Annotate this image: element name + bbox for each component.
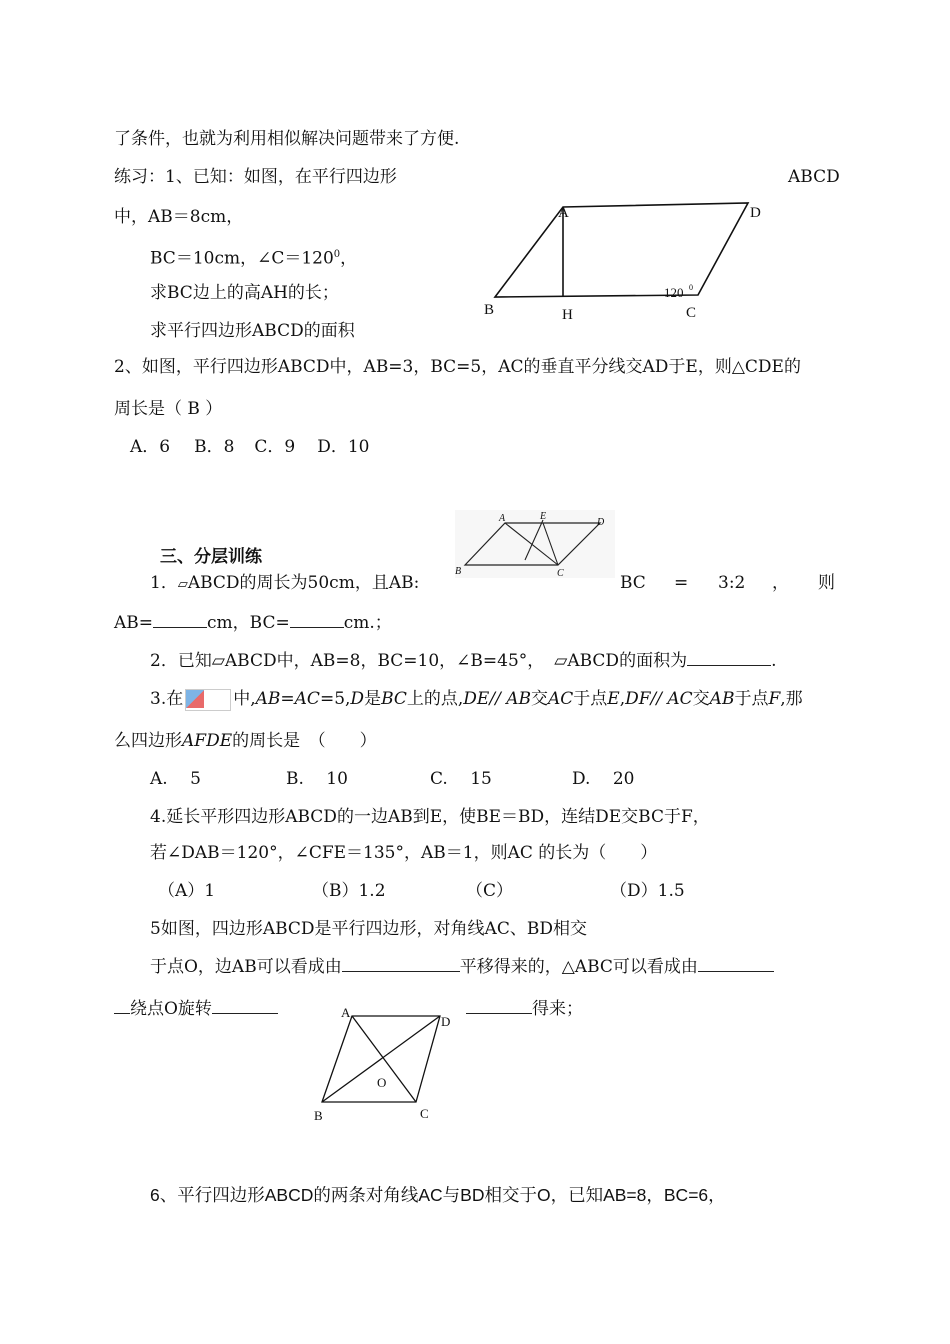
q5-blank-2[interactable]: [698, 957, 774, 972]
ex1-line3: [150, 244, 357, 270]
q3-option-d: D. 20: [572, 769, 635, 789]
q3-t3: =5,: [319, 689, 351, 709]
broken-image-icon: [185, 689, 231, 711]
q2-end: .: [771, 651, 777, 671]
fig1-label-a: A: [558, 205, 569, 221]
q3-t10: AC: [547, 689, 574, 709]
q4-line1: 4.延长平形四边形ABCD的一边AB到E，使BE＝BD，连结DE交BC于F，: [150, 807, 710, 827]
ex2-options: [130, 436, 370, 458]
fig2-label-a: A: [499, 513, 506, 524]
fig1-label-d: D: [750, 205, 761, 221]
ex2-option-b: B．8: [194, 437, 235, 457]
q3-option-c: C. 15: [430, 769, 492, 789]
q1-number: 1．: [150, 573, 178, 593]
ex2-option-c: C．9: [254, 437, 296, 457]
fig2-label-c: C: [557, 568, 564, 579]
q1-ratio: 3:2: [718, 573, 746, 593]
ex1-abcd: ABCD: [788, 167, 840, 187]
q3-line1: [150, 688, 803, 711]
ex1-line2: 中，AB＝8cm，: [114, 207, 244, 227]
q1-ab-blank[interactable]: [153, 613, 207, 628]
q2-area-text: ABCD的面积为: [567, 651, 688, 671]
q3-t8: DE// AB: [463, 689, 531, 709]
q3-option-a: A. 5: [150, 769, 201, 789]
q3-t18: F: [768, 689, 781, 709]
q3-line2: [114, 730, 377, 752]
fig3-label-a: A: [341, 1005, 351, 1020]
fig2-label-d: D: [597, 517, 605, 528]
parallelogram-symbol-icon: ▱: [177, 577, 188, 592]
q3-t14: DF// AC: [625, 689, 693, 709]
fig1-angle-label: 120: [664, 285, 684, 300]
q5-l2-b: 平移得来的，△ABC可以看成由: [459, 957, 698, 977]
q1-text: ABCD的周长为50cm，且AB:: [187, 573, 420, 593]
ex2-line1: 2、如图，平行四边形ABCD中，AB=3，BC=5，AC的垂直平分线交AD于E，则△CDE的: [114, 357, 801, 377]
fig1-label-b: B: [484, 302, 495, 318]
q3-option-b: B. 10: [286, 769, 348, 789]
q1-line2: [114, 612, 392, 634]
q4-option-a: （A）1: [158, 881, 216, 901]
q3-l2-a: 么四边形: [114, 731, 182, 751]
q5-l2-a: 于点O，边AB可以看成由: [150, 957, 342, 977]
parallelogram-symbol-icon-2: ▱: [211, 651, 225, 671]
q4-option-c: （C）: [466, 881, 514, 901]
q3-t6: BC: [381, 689, 407, 709]
q5-line2: [150, 956, 774, 978]
q4-line2: 若∠DAB＝120°，∠CFE＝135°，AB＝1，则AC 的长为（ ）: [150, 843, 658, 863]
parallelogram-symbol-icon-3: ▱: [554, 651, 568, 671]
q3-t19: ,那: [780, 689, 803, 709]
ex2-line2: 周长是（ B ）: [114, 399, 223, 419]
fig1-label-h: H: [562, 307, 573, 323]
ex2-option-a: A．6: [130, 437, 171, 457]
q3-t9: 交: [530, 689, 548, 709]
q5-line3-right: [466, 998, 583, 1020]
figure-perpendicular-bisector: [455, 510, 620, 580]
ex1-line5: 求平行四边形ABCD的面积: [150, 321, 355, 341]
ex1-intro: 练习：1、已知：如图，在平行四边形: [114, 167, 397, 187]
q4-option-d: （D）1.5: [610, 881, 685, 901]
q3-t11: 于点: [573, 689, 608, 709]
q3-t1: 中,: [233, 689, 256, 709]
fig3-label-b: B: [314, 1108, 323, 1123]
figure-parallelogram-diagonals: [308, 1002, 458, 1132]
q3-t17: 于点: [734, 689, 769, 709]
section-title: 三、分层训练: [160, 547, 262, 567]
q3-t4: D: [350, 689, 365, 709]
fig1-angle-sup: 0: [689, 283, 693, 292]
q3-l2-c: 的周长是 （ ）: [232, 731, 377, 751]
ex2-option-d: D．10: [317, 437, 370, 457]
q1-end: cm.；: [343, 613, 392, 633]
q3-l2-b: AFDE: [182, 731, 233, 751]
q1-ab-label: AB=: [114, 613, 154, 633]
q2-text: ABCD中，AB=8，BC=10，∠B=45°，: [224, 651, 545, 671]
q3-t12: E: [607, 689, 620, 709]
q2-line: [150, 650, 776, 672]
q3-t16: AB: [709, 689, 735, 709]
q1-line1: [150, 572, 419, 596]
q1-then: 则: [818, 573, 835, 593]
fig2-label-e: E: [540, 511, 547, 522]
fig1-label-c: C: [686, 305, 697, 321]
q5-blank-4[interactable]: [466, 999, 532, 1014]
q5-l3-b: 绕点O旋转: [130, 999, 212, 1019]
q3-t2: AB=AC: [255, 689, 320, 709]
ex1-line4: 求BC边上的高AH的长；: [150, 283, 339, 303]
fig3-label-c: C: [420, 1106, 429, 1121]
ex1-line3-end: ，: [340, 248, 358, 269]
fig1-parallelogram: [495, 203, 748, 297]
figure-parallelogram-height: [480, 195, 780, 325]
q3-t7: 上的点,: [406, 689, 464, 709]
q1-comma: ，: [772, 573, 789, 593]
q4-option-b: （B）1.2: [312, 881, 386, 901]
q1-bc-blank[interactable]: [290, 613, 344, 628]
q5-blank-3[interactable]: [212, 999, 278, 1014]
fig3-label-d: D: [441, 1014, 451, 1029]
text-line-top: 了条件，也就为利用相似解决问题带来了方便.: [114, 129, 460, 149]
fig2-label-b: B: [455, 566, 462, 577]
q5-l3-c: 得来；: [532, 999, 583, 1019]
q1-eq: =: [674, 573, 689, 593]
ex1-degree-sup: 0: [333, 249, 341, 260]
q3-t5: 是: [364, 689, 382, 709]
q3-t15: 交: [692, 689, 710, 709]
q2-prefix: 2．已知: [150, 651, 212, 671]
q1-bc: BC: [620, 573, 646, 593]
q5-blank-2-cont[interactable]: [114, 999, 130, 1014]
q3-t13: ,: [619, 689, 626, 709]
fig3-label-o: O: [377, 1075, 387, 1090]
q2-blank[interactable]: [687, 651, 771, 666]
q3-prefix: 3.在: [150, 689, 184, 709]
q5-line3: [114, 998, 278, 1020]
q6-line: 6、平行四边形ABCD的两条对角线AC与BD相交于O，已知AB=8，BC=6，: [150, 1185, 726, 1205]
q5-blank-1[interactable]: [342, 957, 460, 972]
q1-bc-label: cm，BC=: [207, 613, 290, 633]
q5-line1: 5如图，四边形ABCD是平行四边形，对角线AC、BD相交: [150, 919, 587, 939]
ex1-line3-text: BC＝10cm，∠C＝120: [150, 248, 334, 269]
